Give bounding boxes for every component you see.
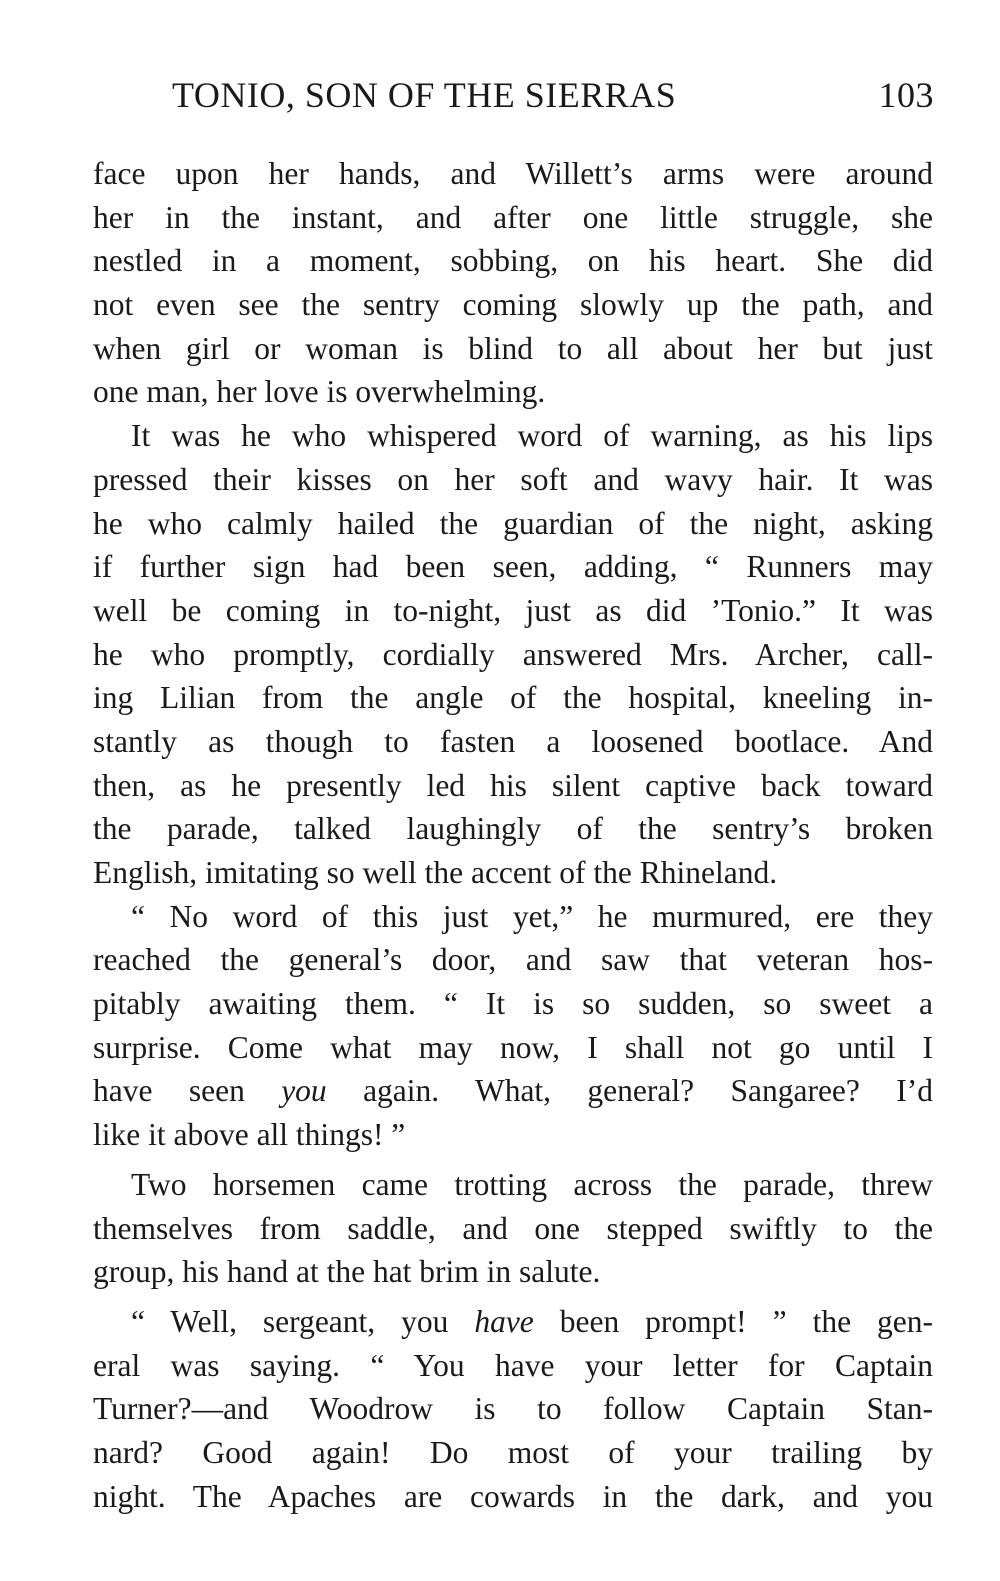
text-line: eral was saying. “ You have your letter for Captain <box>93 1347 933 1383</box>
text-segment: again. What, general? Sangaree? I’d <box>326 1073 934 1109</box>
italic-word: you <box>281 1073 327 1109</box>
text-line: her in the instant, and after one little struggle, she <box>93 199 933 235</box>
text-line: not even see the sentry coming slowly up the path, and <box>93 287 933 323</box>
text-line: he who promptly, cordially answered Mrs. Archer, call- <box>93 636 933 672</box>
text-line: pitably awaiting them. “ It is so sudden, so sweet a <box>93 986 933 1022</box>
running-head <box>172 70 934 120</box>
text-line: well be coming in to-night, just as did ’Tonio.” It was <box>93 592 933 628</box>
text-line: nard? Good again! Do most of your trailing by <box>93 1434 933 1470</box>
text-line: nestled in a moment, sobbing, on his heart. She did <box>93 243 933 279</box>
text-line: pressed their kisses on her soft and wavy hair. It was <box>93 461 933 497</box>
text-segment: have seen <box>93 1073 282 1109</box>
text-line: one man, her love is overwhelming. <box>93 374 546 410</box>
text-line-with-italic <box>93 1069 933 1113</box>
text-line: reached the general’s door, and saw that veteran hos- <box>93 942 933 978</box>
page-number: 103 <box>878 75 934 115</box>
text-line: face upon her hands, and Willett’s arms were around <box>93 156 933 191</box>
text-line: when girl or woman is blind to all about her but just <box>93 330 933 366</box>
text-line: surprise. Come what may now, I shall not go until I <box>93 1029 933 1065</box>
text-line: group, his hand at the hat brim in salute. <box>93 1254 601 1290</box>
text-line: ing Lilian from the angle of the hospital, kneeling in- <box>93 680 933 716</box>
text-line: he who calmly hailed the guardian of the night, asking <box>93 505 933 541</box>
text-line: English, imitating so well the accent of the Rhineland. <box>93 855 778 890</box>
text-line: stantly as though to fasten a loosened bootlace. And <box>93 723 933 759</box>
text-line: then, as he presently led his silent captive back toward <box>93 767 933 803</box>
running-title: TONIO, SON OF THE SIERRAS <box>172 75 677 115</box>
text-line: night. The Apaches are cowards in the dark, and you <box>93 1478 933 1514</box>
text-line: Two horsemen came trotting across the parade, threw <box>131 1166 933 1202</box>
text-line: like it above all things! ” <box>93 1117 406 1153</box>
text-segment: “ Well, sergeant, you <box>131 1303 475 1339</box>
text-line: Turner?—and Woodrow is to follow Captain Stan- <box>93 1391 933 1427</box>
text-line: “ No word of this just yet,” he murmured, ere they <box>131 898 933 934</box>
text-line: It was he who whispered word of warning, as his lips <box>131 418 933 454</box>
text-line: the parade, talked laughingly of the sentry’s broken <box>93 811 933 847</box>
text-line-with-italic <box>93 1300 933 1344</box>
text-segment: been prompt! ” the gen- <box>533 1303 933 1339</box>
text-line: if further sign had been seen, adding, “ Runners may <box>93 549 933 585</box>
text-line: themselves from saddle, and one stepped swiftly to the <box>93 1210 933 1246</box>
italic-word: have <box>474 1303 534 1339</box>
body-text <box>93 152 933 1518</box>
